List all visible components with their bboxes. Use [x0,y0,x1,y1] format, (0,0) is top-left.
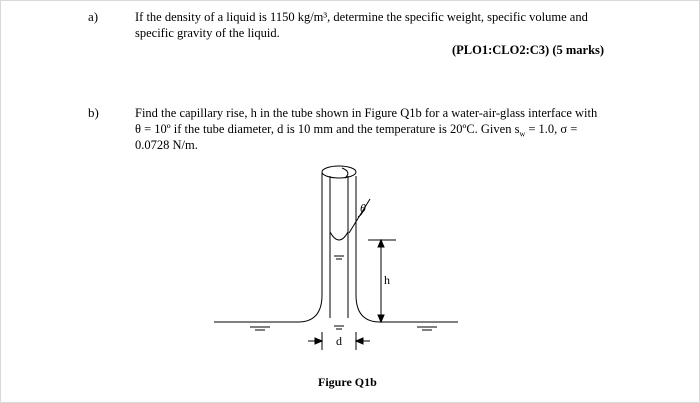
h-arrow-top [378,240,384,247]
d-label: d [336,334,342,348]
question-b-label: b) [88,105,99,120]
d-right-arrowhead [356,338,363,344]
question-a-marks: (PLO1:CLO2:C3) (5 marks) [452,43,605,57]
question-a-label: a) [88,9,99,24]
figure-caption: Figure Q1b [318,375,377,389]
d-left-arrowhead [315,338,322,344]
h-arrow-bottom [378,315,384,322]
meniscus [330,232,348,240]
tube-left-wall [214,173,322,322]
theta-label: θ [360,201,366,215]
tube-top-opening [322,166,356,178]
question-b-line3: 0.0728 N/m. [135,138,198,152]
tube-top-curl [342,168,348,178]
tube-right-wall [356,176,458,322]
question-b-line2-end: = 1.0, σ = [525,122,578,136]
question-b-line1: Find the capillary rise, h in the tube shown in Figure Q1b for a water-air-glass interface with [135,106,598,120]
question-b-line2-sub: w [519,129,526,139]
question-b-line2-main: θ = 10º if the tube diameter, d is 10 mm and the temperature is 20ºC. Given s [135,122,520,136]
question-a-line1: If the density of a liquid is 1150 kg/m³, determine the specific weight, specific volume and [135,10,588,24]
question-a-line2: specific gravity of the liquid. [135,26,280,40]
h-label: h [384,273,390,287]
